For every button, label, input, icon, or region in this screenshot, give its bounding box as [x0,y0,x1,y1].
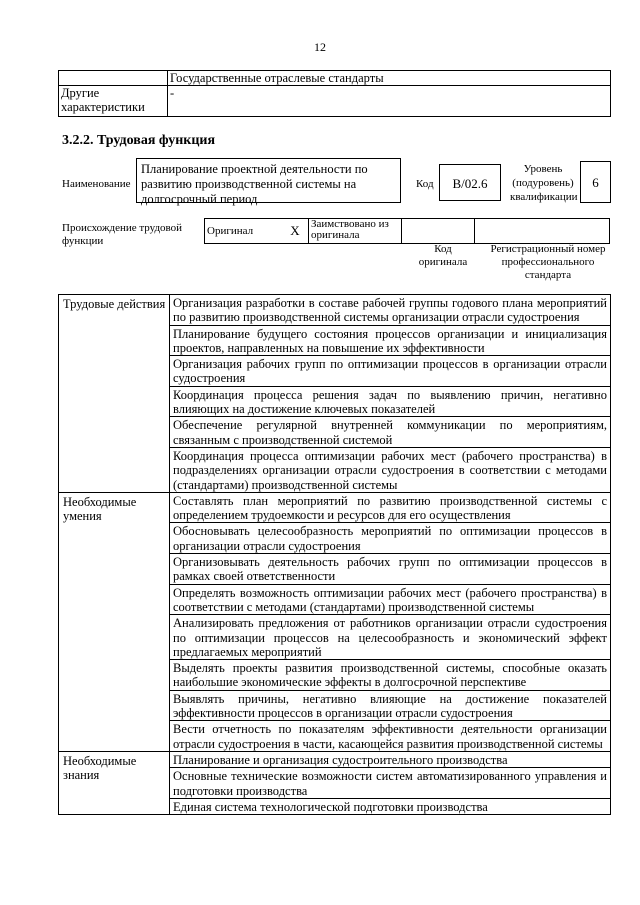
list-item: Организация рабочих групп по оптимизации процессов в организации отрасли судостроения [170,356,611,387]
function-details-table [58,294,611,815]
table-row [59,71,611,86]
list-item: Координация процесса решения задач по выявлению причин, негативно влияющих на достижение ключевых показателей [170,386,611,417]
table-row [59,751,611,767]
original-label: Оригинал [205,219,283,244]
table-row [59,86,611,117]
reg-number-label: Регистрационный номер профессионального стандарта [490,243,606,281]
list-item: Вести отчетность по показателям эффективности деятельности организации отрасли судостроения в части, касающейся развития производственной системы [170,721,611,752]
section-title: 3.2.2. Трудовая функция [62,133,216,148]
page-number: 12 [314,40,326,54]
original-mark: X [282,219,309,244]
level-label: Уровень (подуровень) квалификации [510,163,578,203]
code-label: Код [416,178,434,190]
actions-label: Трудовые действия [59,295,170,493]
list-item: Обеспечение регулярной внутренней коммуникации по мероприятиям, связанным с производственной системой [170,417,611,448]
function-name: Планирование проектной деятельности по развитию производственной системы на долгосрочный период [136,158,401,203]
row-value: Государственные отраслевые стандарты [168,71,611,86]
list-item: Выявлять причины, негативно влияющие на достижение показателей эффективности процессов в организации отрасли судостроения [170,690,611,721]
row-label [59,71,168,86]
list-item: Планирование и организация судостроительного производства [170,751,611,767]
function-code: B/02.6 [439,164,501,201]
row-label: Другие характеристики [59,86,168,117]
origin-label: Происхождение трудовой функции [62,222,183,247]
standards-table [58,70,611,117]
list-item: Основные технические возможности систем автоматизированного управления и подготовки производства [170,768,611,799]
origin-table [204,218,610,244]
row-value: - [168,86,611,117]
list-item: Составлять план мероприятий по развитию производственной системы с определением трудоемкости и ресурсов для его осуществления [170,492,611,523]
name-label: Наименование [62,178,131,190]
code-original-label: Код оригинала [418,243,468,268]
borrowed-label: Заимствовано из оригинала [309,219,402,244]
code-original-cell [402,219,475,244]
list-item: Организация разработки в составе рабочей группы годового плана мероприятий по развитию производственной системы организации отрасли судостроения [170,295,611,326]
list-item: Планирование будущего состояния процессов организации и инициализация проектов, направленных на повышение их эффективности [170,325,611,356]
table-row [59,492,611,523]
reg-number-cell [475,219,610,244]
knowledge-label: Необходимые знания [59,751,170,814]
list-item: Выделять проекты развития производственной системы, способные оказать наибольшие экономические эффекты в долгосрочной перспективе [170,660,611,691]
list-item: Координация процесса оптимизации рабочих мест (рабочего пространства) в подразделениях организации отрасли судостроения в соответствии с методами (стандартами) производственной системы [170,447,611,492]
skills-label: Необходимые умения [59,492,170,751]
list-item: Анализировать предложения от работников организации отрасли судостроения по оптимизации процессов на целесообразность и экономический эффект предлагаемых мероприятий [170,615,611,660]
table-row [59,295,611,326]
list-item: Организовывать деятельность рабочих групп по оптимизации процессов в рамках своей ответственности [170,554,611,585]
list-item: Обосновывать целесообразность мероприятий по оптимизации процессов в организации отрасли судостроения [170,523,611,554]
list-item: Единая система технологической подготовки производства [170,798,611,814]
list-item: Определять возможность оптимизации рабочих мест (рабочего пространства) в соответствии с методами (стандартами) производственной системы [170,584,611,615]
qualification-level: 6 [580,161,611,203]
